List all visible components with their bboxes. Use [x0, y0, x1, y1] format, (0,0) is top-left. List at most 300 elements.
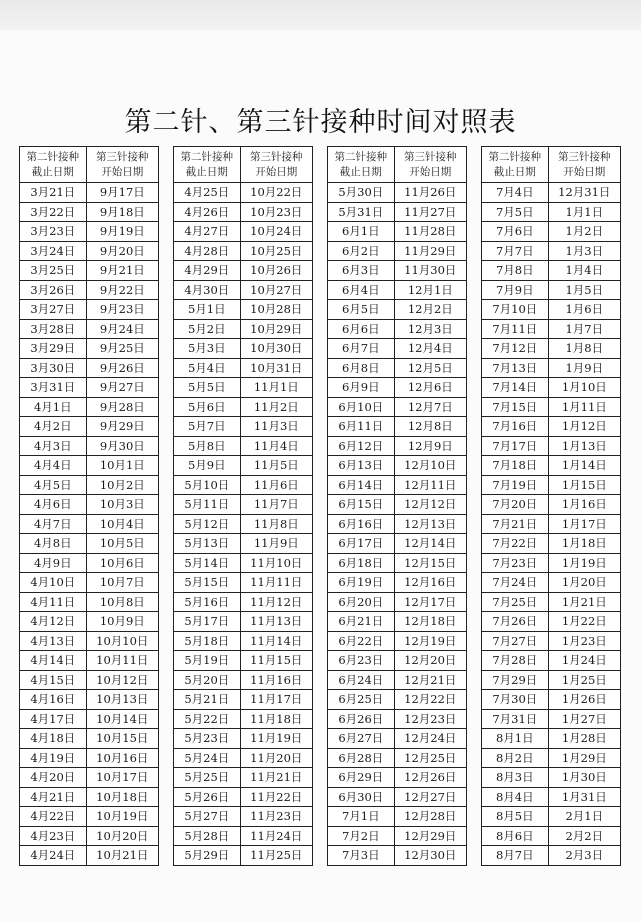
table-row	[328, 534, 467, 554]
third-dose-start-cell: 1月6日	[548, 300, 620, 320]
second-dose-deadline-cell: 6月4日	[328, 280, 395, 300]
second-dose-deadline-cell: 3月28日	[20, 319, 87, 339]
third-dose-start-cell: 10月7日	[86, 573, 158, 593]
second-dose-deadline-cell: 7月26日	[482, 612, 549, 632]
table-row	[328, 300, 467, 320]
table-row	[482, 592, 621, 612]
second-dose-deadline-cell: 5月15日	[174, 573, 241, 593]
second-dose-deadline-cell: 6月15日	[328, 495, 395, 515]
second-dose-deadline-cell: 4月19日	[20, 748, 87, 768]
schedule-table-1	[19, 146, 159, 866]
third-dose-start-cell: 12月17日	[394, 592, 466, 612]
second-dose-deadline-cell: 5月1日	[174, 300, 241, 320]
second-dose-deadline-cell: 4月27日	[174, 222, 241, 242]
header-third-dose-start	[240, 147, 312, 183]
second-dose-deadline-cell: 7月17日	[482, 436, 549, 456]
table-row	[174, 592, 313, 612]
header-line: 开始日期	[255, 165, 298, 178]
third-dose-start-cell: 11月24日	[240, 826, 312, 846]
table-row	[174, 729, 313, 749]
table-row	[174, 300, 313, 320]
second-dose-deadline-cell: 5月8日	[174, 436, 241, 456]
third-dose-start-cell: 1月8日	[548, 339, 620, 359]
table-row	[174, 475, 313, 495]
second-dose-deadline-cell: 5月20日	[174, 670, 241, 690]
third-dose-start-cell: 12月25日	[394, 748, 466, 768]
second-dose-deadline-cell: 4月11日	[20, 592, 87, 612]
second-dose-deadline-cell: 5月24日	[174, 748, 241, 768]
table-row	[174, 241, 313, 261]
second-dose-deadline-cell: 4月6日	[20, 495, 87, 515]
second-dose-deadline-cell: 3月29日	[20, 339, 87, 359]
third-dose-start-cell: 10月19日	[86, 807, 158, 827]
second-dose-deadline-cell: 4月13日	[20, 631, 87, 651]
third-dose-start-cell: 9月19日	[86, 222, 158, 242]
second-dose-deadline-cell: 7月14日	[482, 378, 549, 398]
second-dose-deadline-cell: 7月11日	[482, 319, 549, 339]
second-dose-deadline-cell: 4月3日	[20, 436, 87, 456]
second-dose-deadline-cell: 4月1日	[20, 397, 87, 417]
table-row	[20, 436, 159, 456]
second-dose-deadline-cell: 5月21日	[174, 690, 241, 710]
third-dose-start-cell: 1月1日	[548, 202, 620, 222]
second-dose-deadline-cell: 5月29日	[174, 846, 241, 866]
third-dose-start-cell: 1月27日	[548, 709, 620, 729]
table-row	[328, 846, 467, 866]
table-row	[328, 456, 467, 476]
third-dose-start-cell: 9月24日	[86, 319, 158, 339]
table-row	[174, 573, 313, 593]
table-row	[174, 748, 313, 768]
table-row	[20, 573, 159, 593]
table-row	[174, 495, 313, 515]
table-row	[482, 651, 621, 671]
third-dose-start-cell: 10月1日	[86, 456, 158, 476]
table-row	[174, 358, 313, 378]
second-dose-deadline-cell: 3月31日	[20, 378, 87, 398]
header-third-dose-start	[548, 147, 620, 183]
second-dose-deadline-cell: 5月18日	[174, 631, 241, 651]
table-row	[328, 748, 467, 768]
second-dose-deadline-cell: 7月6日	[482, 222, 549, 242]
third-dose-start-cell: 12月26日	[394, 768, 466, 788]
second-dose-deadline-cell: 3月21日	[20, 183, 87, 203]
table-row	[328, 358, 467, 378]
third-dose-start-cell: 1月21日	[548, 592, 620, 612]
table-row	[482, 417, 621, 437]
third-dose-start-cell: 1月11日	[548, 397, 620, 417]
third-dose-start-cell: 1月13日	[548, 436, 620, 456]
table-header-row	[20, 147, 159, 183]
second-dose-deadline-cell: 8月3日	[482, 768, 549, 788]
header-line: 第二针接种	[180, 150, 234, 163]
table-row	[482, 826, 621, 846]
second-dose-deadline-cell: 7月10日	[482, 300, 549, 320]
table-row	[20, 690, 159, 710]
third-dose-start-cell: 12月4日	[394, 339, 466, 359]
third-dose-start-cell: 10月13日	[86, 690, 158, 710]
table-row	[328, 787, 467, 807]
third-dose-start-cell: 11月8日	[240, 514, 312, 534]
table-row	[174, 553, 313, 573]
table-row	[174, 651, 313, 671]
second-dose-deadline-cell: 7月4日	[482, 183, 549, 203]
table-row	[20, 709, 159, 729]
second-dose-deadline-cell: 4月15日	[20, 670, 87, 690]
third-dose-start-cell: 1月14日	[548, 456, 620, 476]
table-row	[328, 202, 467, 222]
third-dose-start-cell: 10月8日	[86, 592, 158, 612]
top-bar	[0, 0, 641, 30]
third-dose-start-cell: 11月22日	[240, 787, 312, 807]
second-dose-deadline-cell: 6月12日	[328, 436, 395, 456]
second-dose-deadline-cell: 6月29日	[328, 768, 395, 788]
third-dose-start-cell: 10月18日	[86, 787, 158, 807]
table-row	[482, 846, 621, 866]
third-dose-start-cell: 1月22日	[548, 612, 620, 632]
table-row	[482, 631, 621, 651]
second-dose-deadline-cell: 5月26日	[174, 787, 241, 807]
table-row	[20, 280, 159, 300]
third-dose-start-cell: 11月15日	[240, 651, 312, 671]
table-row	[20, 358, 159, 378]
table-row	[482, 222, 621, 242]
table-row	[20, 787, 159, 807]
table-row	[328, 807, 467, 827]
third-dose-start-cell: 12月3日	[394, 319, 466, 339]
second-dose-deadline-cell: 7月15日	[482, 397, 549, 417]
table-row	[328, 261, 467, 281]
third-dose-start-cell: 12月6日	[394, 378, 466, 398]
third-dose-start-cell: 10月27日	[240, 280, 312, 300]
second-dose-deadline-cell: 5月14日	[174, 553, 241, 573]
third-dose-start-cell: 12月19日	[394, 631, 466, 651]
header-third-dose-start	[394, 147, 466, 183]
second-dose-deadline-cell: 7月19日	[482, 475, 549, 495]
third-dose-start-cell: 10月6日	[86, 553, 158, 573]
second-dose-deadline-cell: 5月5日	[174, 378, 241, 398]
second-dose-deadline-cell: 7月25日	[482, 592, 549, 612]
table-row	[174, 417, 313, 437]
third-dose-start-cell: 11月12日	[240, 592, 312, 612]
table-row	[328, 826, 467, 846]
schedule-table-2	[173, 146, 313, 866]
second-dose-deadline-cell: 5月22日	[174, 709, 241, 729]
third-dose-start-cell: 1月29日	[548, 748, 620, 768]
third-dose-start-cell: 10月9日	[86, 612, 158, 632]
third-dose-start-cell: 11月7日	[240, 495, 312, 515]
table-row	[20, 846, 159, 866]
third-dose-start-cell: 12月2日	[394, 300, 466, 320]
third-dose-start-cell: 10月30日	[240, 339, 312, 359]
second-dose-deadline-cell: 4月7日	[20, 514, 87, 534]
second-dose-deadline-cell: 5月25日	[174, 768, 241, 788]
second-dose-deadline-cell: 5月3日	[174, 339, 241, 359]
table-row	[328, 573, 467, 593]
third-dose-start-cell: 12月5日	[394, 358, 466, 378]
second-dose-deadline-cell: 6月13日	[328, 456, 395, 476]
second-dose-deadline-cell: 4月16日	[20, 690, 87, 710]
second-dose-deadline-cell: 5月19日	[174, 651, 241, 671]
table-row	[174, 339, 313, 359]
third-dose-start-cell: 1月25日	[548, 670, 620, 690]
second-dose-deadline-cell: 6月26日	[328, 709, 395, 729]
second-dose-deadline-cell: 3月27日	[20, 300, 87, 320]
table-row	[482, 807, 621, 827]
table-row	[174, 222, 313, 242]
third-dose-start-cell: 11月21日	[240, 768, 312, 788]
third-dose-start-cell: 11月14日	[240, 631, 312, 651]
table-row	[328, 592, 467, 612]
second-dose-deadline-cell: 4月23日	[20, 826, 87, 846]
header-second-dose-deadline	[482, 147, 549, 183]
third-dose-start-cell: 11月5日	[240, 456, 312, 476]
header-line: 截止日期	[493, 165, 536, 178]
second-dose-deadline-cell: 4月26日	[174, 202, 241, 222]
second-dose-deadline-cell: 5月28日	[174, 826, 241, 846]
third-dose-start-cell: 10月2日	[86, 475, 158, 495]
second-dose-deadline-cell: 7月7日	[482, 241, 549, 261]
table-header-row	[174, 147, 313, 183]
third-dose-start-cell: 12月7日	[394, 397, 466, 417]
second-dose-deadline-cell: 4月2日	[20, 417, 87, 437]
table-row	[482, 319, 621, 339]
table-row	[482, 397, 621, 417]
table-header-row	[328, 147, 467, 183]
second-dose-deadline-cell: 7月24日	[482, 573, 549, 593]
table-row	[174, 826, 313, 846]
table-row	[328, 280, 467, 300]
second-dose-deadline-cell: 6月21日	[328, 612, 395, 632]
third-dose-start-cell: 10月16日	[86, 748, 158, 768]
second-dose-deadline-cell: 8月7日	[482, 846, 549, 866]
second-dose-deadline-cell: 4月8日	[20, 534, 87, 554]
second-dose-deadline-cell: 7月3日	[328, 846, 395, 866]
table-row	[20, 222, 159, 242]
third-dose-start-cell: 9月28日	[86, 397, 158, 417]
third-dose-start-cell: 1月9日	[548, 358, 620, 378]
table-row	[328, 514, 467, 534]
third-dose-start-cell: 12月13日	[394, 514, 466, 534]
third-dose-start-cell: 9月27日	[86, 378, 158, 398]
third-dose-start-cell: 10月4日	[86, 514, 158, 534]
second-dose-deadline-cell: 3月25日	[20, 261, 87, 281]
table-row	[328, 768, 467, 788]
table-row	[174, 202, 313, 222]
header-line: 开始日期	[563, 165, 606, 178]
table-row	[482, 690, 621, 710]
table-row	[328, 709, 467, 729]
header-line: 截止日期	[185, 165, 228, 178]
second-dose-deadline-cell: 6月7日	[328, 339, 395, 359]
third-dose-start-cell: 11月17日	[240, 690, 312, 710]
table-row	[174, 768, 313, 788]
third-dose-start-cell: 1月31日	[548, 787, 620, 807]
second-dose-deadline-cell: 7月9日	[482, 280, 549, 300]
third-dose-start-cell: 11月9日	[240, 534, 312, 554]
second-dose-deadline-cell: 3月23日	[20, 222, 87, 242]
second-dose-deadline-cell: 4月18日	[20, 729, 87, 749]
table-row	[482, 514, 621, 534]
second-dose-deadline-cell: 6月3日	[328, 261, 395, 281]
third-dose-start-cell: 1月12日	[548, 417, 620, 437]
third-dose-start-cell: 11月27日	[394, 202, 466, 222]
second-dose-deadline-cell: 5月27日	[174, 807, 241, 827]
table-row	[328, 378, 467, 398]
third-dose-start-cell: 12月1日	[394, 280, 466, 300]
second-dose-deadline-cell: 7月12日	[482, 339, 549, 359]
second-dose-deadline-cell: 6月5日	[328, 300, 395, 320]
third-dose-start-cell: 1月7日	[548, 319, 620, 339]
third-dose-start-cell: 11月29日	[394, 241, 466, 261]
table-row	[482, 436, 621, 456]
second-dose-deadline-cell: 6月20日	[328, 592, 395, 612]
table-row	[328, 729, 467, 749]
third-dose-start-cell: 11月20日	[240, 748, 312, 768]
third-dose-start-cell: 1月5日	[548, 280, 620, 300]
second-dose-deadline-cell: 6月9日	[328, 378, 395, 398]
third-dose-start-cell: 10月11日	[86, 651, 158, 671]
page-title: 第二针、第三针接种时间对照表	[124, 107, 517, 138]
second-dose-deadline-cell: 4月28日	[174, 241, 241, 261]
header-line: 截止日期	[31, 165, 74, 178]
table-row	[20, 378, 159, 398]
second-dose-deadline-cell: 3月22日	[20, 202, 87, 222]
second-dose-deadline-cell: 5月13日	[174, 534, 241, 554]
second-dose-deadline-cell: 5月16日	[174, 592, 241, 612]
header-line: 第二针接种	[488, 150, 542, 163]
table-row	[328, 183, 467, 203]
header-line: 第三针接种	[96, 150, 149, 163]
table-row	[482, 183, 621, 203]
table-row	[482, 202, 621, 222]
table-row	[328, 670, 467, 690]
table-row	[20, 183, 159, 203]
third-dose-start-cell: 10月10日	[86, 631, 158, 651]
third-dose-start-cell: 9月26日	[86, 358, 158, 378]
third-dose-start-cell: 1月3日	[548, 241, 620, 261]
second-dose-deadline-cell: 6月30日	[328, 787, 395, 807]
second-dose-deadline-cell: 7月29日	[482, 670, 549, 690]
table-row	[328, 222, 467, 242]
second-dose-deadline-cell: 7月8日	[482, 261, 549, 281]
table-row	[482, 573, 621, 593]
table-row	[328, 631, 467, 651]
second-dose-deadline-cell: 5月9日	[174, 456, 241, 476]
table-row	[174, 690, 313, 710]
table-row	[328, 241, 467, 261]
third-dose-start-cell: 12月20日	[394, 651, 466, 671]
table-row	[20, 768, 159, 788]
third-dose-start-cell: 10月25日	[240, 241, 312, 261]
second-dose-deadline-cell: 6月16日	[328, 514, 395, 534]
table-row	[20, 202, 159, 222]
table-row	[482, 475, 621, 495]
second-dose-deadline-cell: 4月25日	[174, 183, 241, 203]
second-dose-deadline-cell: 5月6日	[174, 397, 241, 417]
third-dose-start-cell: 2月2日	[548, 826, 620, 846]
table-row	[482, 241, 621, 261]
table-row	[20, 670, 159, 690]
header-second-dose-deadline	[328, 147, 395, 183]
table-row	[20, 241, 159, 261]
third-dose-start-cell: 1月30日	[548, 768, 620, 788]
table-row	[482, 670, 621, 690]
third-dose-start-cell: 9月30日	[86, 436, 158, 456]
second-dose-deadline-cell: 6月1日	[328, 222, 395, 242]
third-dose-start-cell: 9月25日	[86, 339, 158, 359]
header-line: 第二针接种	[334, 150, 388, 163]
second-dose-deadline-cell: 4月30日	[174, 280, 241, 300]
table-row	[20, 807, 159, 827]
third-dose-start-cell: 10月17日	[86, 768, 158, 788]
table-row	[328, 690, 467, 710]
third-dose-start-cell: 10月12日	[86, 670, 158, 690]
table-row	[20, 651, 159, 671]
third-dose-start-cell: 10月26日	[240, 261, 312, 281]
table-row	[20, 397, 159, 417]
third-dose-start-cell: 1月10日	[548, 378, 620, 398]
third-dose-start-cell: 1月18日	[548, 534, 620, 554]
header-line: 第三针接种	[250, 150, 303, 163]
second-dose-deadline-cell: 4月20日	[20, 768, 87, 788]
table-row	[174, 670, 313, 690]
table-row	[482, 456, 621, 476]
third-dose-start-cell: 1月26日	[548, 690, 620, 710]
second-dose-deadline-cell: 7月1日	[328, 807, 395, 827]
table-row	[174, 514, 313, 534]
third-dose-start-cell: 11月4日	[240, 436, 312, 456]
table-row	[482, 534, 621, 554]
second-dose-deadline-cell: 6月24日	[328, 670, 395, 690]
second-dose-deadline-cell: 4月5日	[20, 475, 87, 495]
third-dose-start-cell: 11月3日	[240, 417, 312, 437]
table-row	[174, 456, 313, 476]
second-dose-deadline-cell: 8月5日	[482, 807, 549, 827]
third-dose-start-cell: 10月24日	[240, 222, 312, 242]
third-dose-start-cell: 1月28日	[548, 729, 620, 749]
second-dose-deadline-cell: 7月23日	[482, 553, 549, 573]
table-row	[20, 300, 159, 320]
table-row	[20, 592, 159, 612]
third-dose-start-cell: 11月19日	[240, 729, 312, 749]
third-dose-start-cell: 1月23日	[548, 631, 620, 651]
second-dose-deadline-cell: 6月2日	[328, 241, 395, 261]
second-dose-deadline-cell: 6月18日	[328, 553, 395, 573]
second-dose-deadline-cell: 7月2日	[328, 826, 395, 846]
second-dose-deadline-cell: 8月1日	[482, 729, 549, 749]
second-dose-deadline-cell: 3月26日	[20, 280, 87, 300]
second-dose-deadline-cell: 7月22日	[482, 534, 549, 554]
second-dose-deadline-cell: 7月5日	[482, 202, 549, 222]
third-dose-start-cell: 11月10日	[240, 553, 312, 573]
table-row	[174, 631, 313, 651]
table-row	[482, 495, 621, 515]
table-row	[174, 280, 313, 300]
second-dose-deadline-cell: 5月7日	[174, 417, 241, 437]
second-dose-deadline-cell: 4月4日	[20, 456, 87, 476]
third-dose-start-cell: 11月6日	[240, 475, 312, 495]
table-row	[20, 417, 159, 437]
second-dose-deadline-cell: 6月19日	[328, 573, 395, 593]
header-line: 开始日期	[409, 165, 452, 178]
table-row	[482, 280, 621, 300]
third-dose-start-cell: 10月15日	[86, 729, 158, 749]
table-row	[174, 807, 313, 827]
table-row	[482, 339, 621, 359]
table-row	[482, 729, 621, 749]
third-dose-start-cell: 12月8日	[394, 417, 466, 437]
